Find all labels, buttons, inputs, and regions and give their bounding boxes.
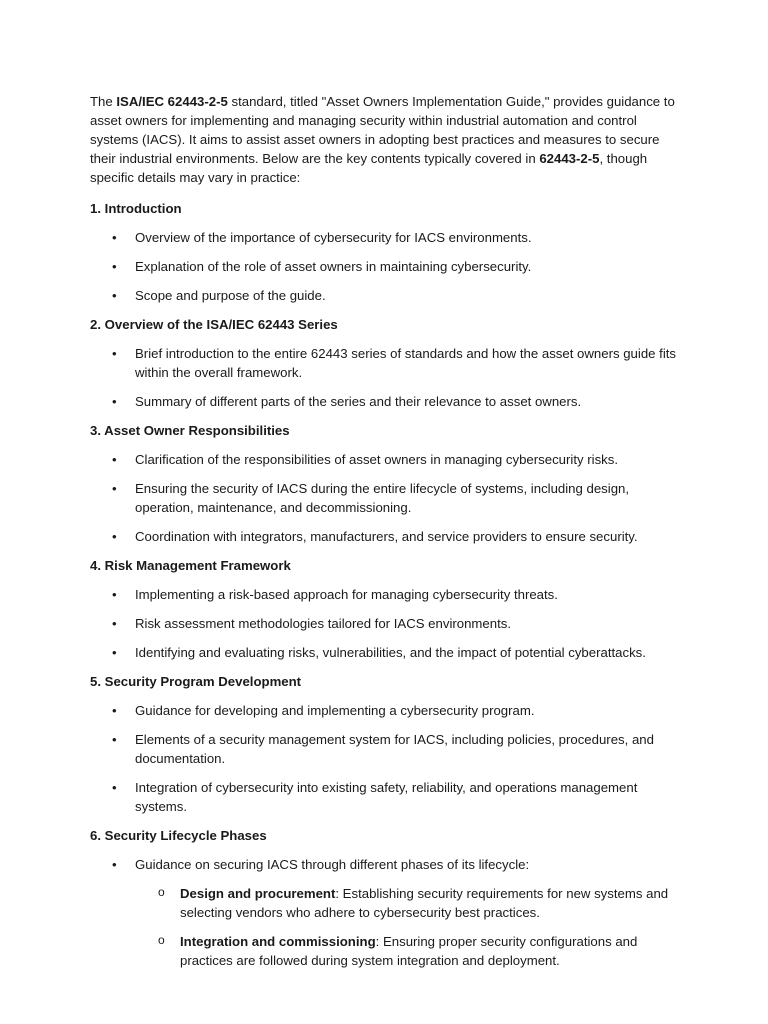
list-item: • Guidance for developing and implementing a cybersecurity program. bbox=[90, 701, 676, 720]
section-list-risk-management bbox=[90, 585, 676, 662]
list-item: • Identifying and evaluating risks, vulnerabilities, and the impact of potential cyberattacks. bbox=[90, 643, 676, 662]
section-list-overview bbox=[90, 344, 676, 411]
intro-text: , though specific details may vary in practice: bbox=[90, 151, 648, 185]
sub-list-term: Integration and commissioning bbox=[180, 934, 376, 949]
section-heading-risk-management: 4. Risk Management Framework bbox=[90, 558, 291, 573]
list-item: • Risk assessment methodologies tailored for IACS environments. bbox=[90, 614, 676, 633]
list-item: • Elements of a security management system for IACS, including policies, procedures, and documentation. bbox=[90, 730, 676, 768]
sub-list-term: Design and procurement bbox=[180, 886, 336, 901]
intro-standard-number: 62443-2-5 bbox=[539, 151, 600, 166]
intro-text: standard, titled "Asset Owners Implementation Guide," provides guidance to asset owners for implementing and managing security within industrial automation and control systems (IACS). It aims to assist asset owners in adopting best practices and measures to secure their industrial environments. Below are the key contents typically covered in bbox=[90, 94, 675, 166]
intro-paragraph bbox=[90, 92, 676, 187]
list-item: • Clarification of the responsibilities of asset owners in managing cybersecurity risks. bbox=[90, 450, 676, 469]
list-item: • Implementing a risk-based approach for managing cybersecurity threats. bbox=[90, 585, 676, 604]
section-heading-responsibilities: 3. Asset Owner Responsibilities bbox=[90, 423, 290, 438]
list-item: • Summary of different parts of the series and their relevance to asset owners. bbox=[90, 392, 676, 411]
section-list-introduction bbox=[90, 228, 676, 305]
section-list-responsibilities bbox=[90, 450, 676, 546]
section-list-security-program bbox=[90, 701, 676, 816]
list-item: • Brief introduction to the entire 62443 series of standards and how the asset owners guide fits within the overall framework. bbox=[90, 344, 676, 382]
intro-standard-name: ISA/IEC 62443-2-5 bbox=[116, 94, 228, 109]
sub-list-item bbox=[135, 932, 676, 970]
list-item: • Scope and purpose of the guide. bbox=[90, 286, 676, 305]
list-item bbox=[90, 855, 676, 970]
sub-list-item bbox=[135, 884, 676, 922]
section-heading-introduction: 1. Introduction bbox=[90, 201, 182, 216]
section-heading-overview: 2. Overview of the ISA/IEC 62443 Series bbox=[90, 317, 338, 332]
list-item: • Coordination with integrators, manufacturers, and service providers to ensure security. bbox=[90, 527, 676, 546]
sub-list-text: : Establishing security requirements for new systems and selecting vendors who adhere to cybersecurity best practices. bbox=[180, 886, 669, 920]
list-item: • Ensuring the security of IACS during the entire lifecycle of systems, including design, operation, maintenance, and decommissioning. bbox=[90, 479, 676, 517]
list-item-text: Guidance on securing IACS through different phases of its lifecycle: bbox=[135, 857, 530, 872]
sub-list-text: : Ensuring proper security configurations and practices are followed during system integration and deployment. bbox=[180, 934, 638, 968]
intro-text: The bbox=[90, 94, 117, 109]
list-item: • Integration of cybersecurity into existing safety, reliability, and operations management systems. bbox=[90, 778, 676, 816]
section-list-lifecycle bbox=[90, 855, 676, 970]
sub-list-lifecycle-phases bbox=[135, 884, 676, 970]
list-item: • Explanation of the role of asset owners in maintaining cybersecurity. bbox=[90, 257, 676, 276]
section-heading-lifecycle: 6. Security Lifecycle Phases bbox=[90, 828, 267, 843]
list-item: • Overview of the importance of cybersecurity for IACS environments. bbox=[90, 228, 676, 247]
section-heading-security-program: 5. Security Program Development bbox=[90, 674, 302, 689]
